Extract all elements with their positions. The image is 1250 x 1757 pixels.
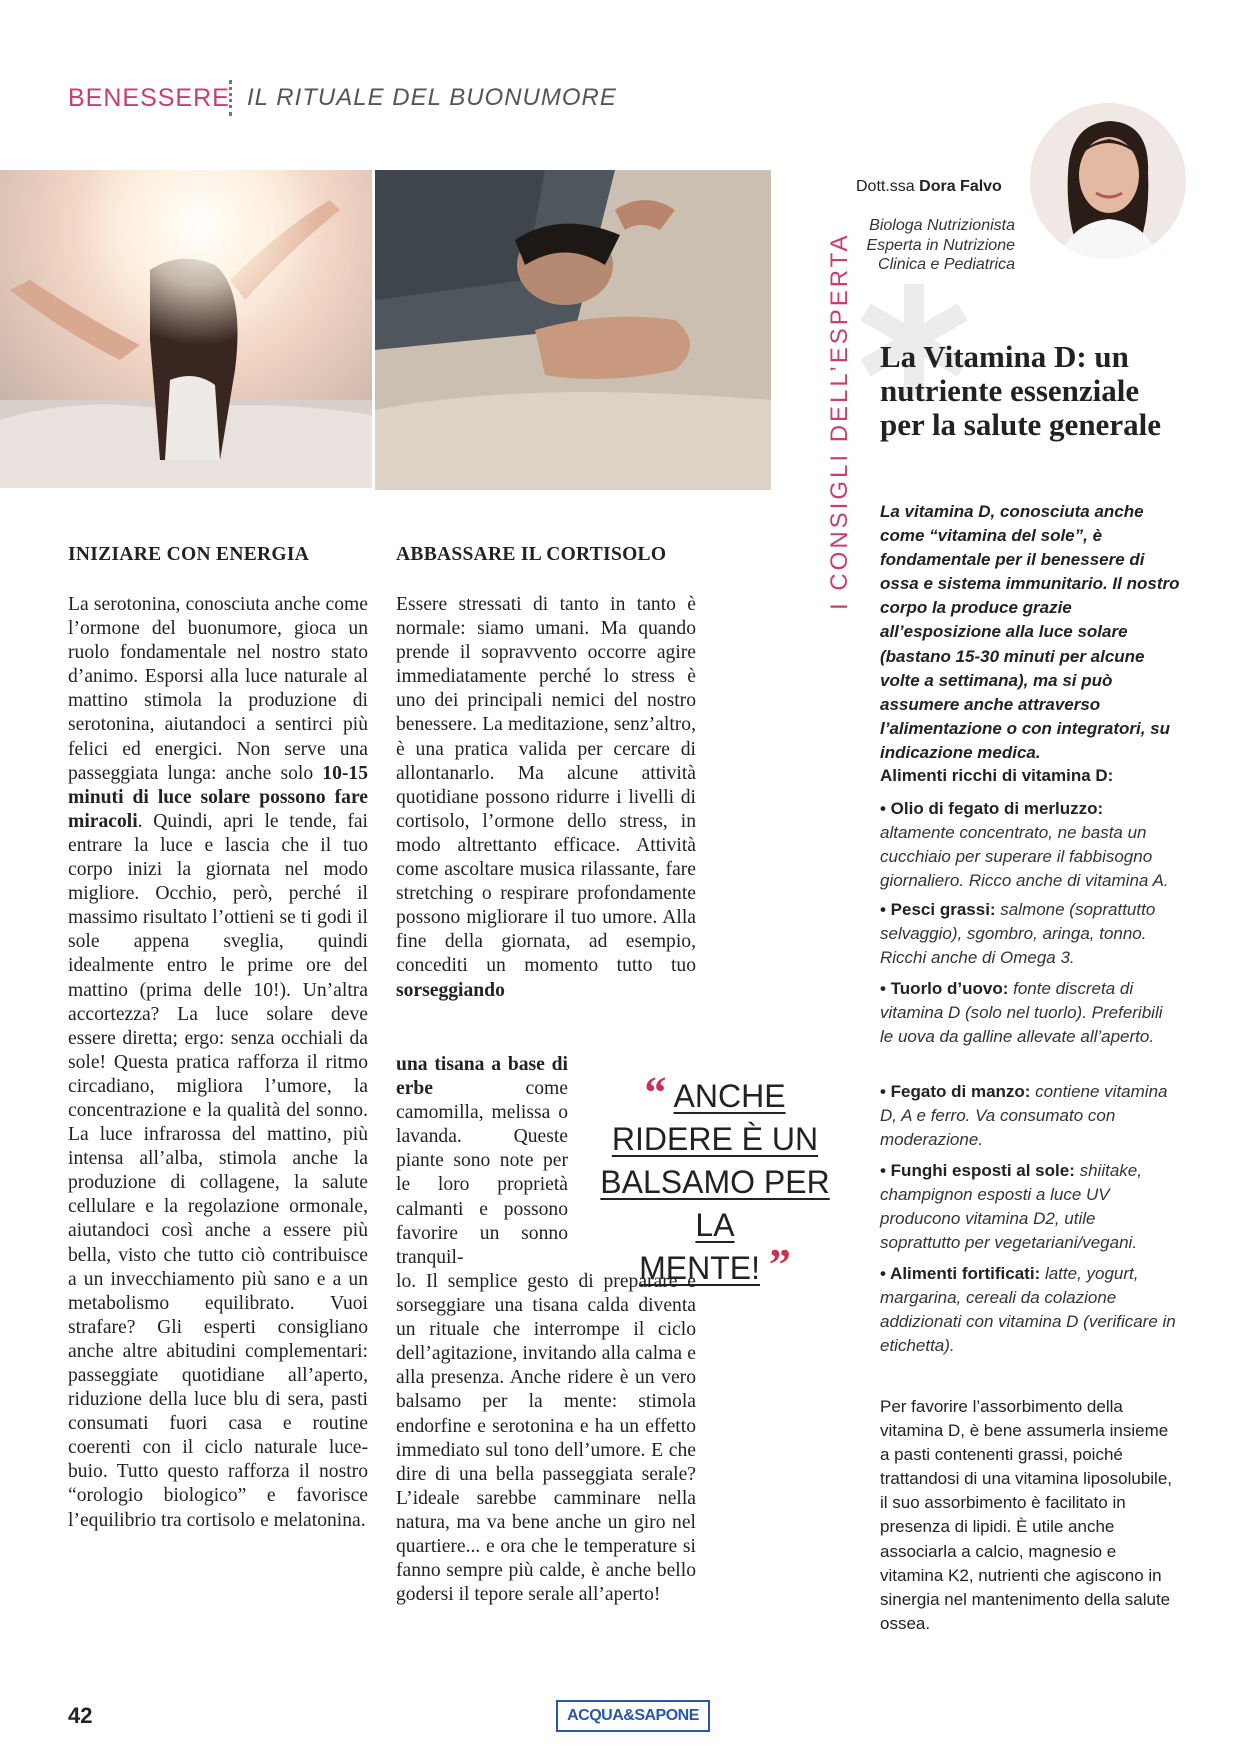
food-name: • Olio di fegato di merluzzo: [880, 799, 1104, 818]
quote-open-mark: “ [644, 1068, 667, 1117]
header-divider [229, 80, 232, 116]
expert-role [780, 216, 1015, 275]
column1-text-end: . Quindi, apri le tende, fai entrare la luce e lascia che il tuo corpo inizi la giornata nel modo migliore. Occhio, però, perché il massimo risultato l’ottieni se ti godi il sole appena sveglia, quindi idealmente entro le prime ore del mattino (prima delle 10!). Un’altra accortezza? La luce solare deve essere diretta; ergo: senza occhiali da sole! Questa pratica rafforza il ritmo circadiano, migliora l’umore, la concentrazione e la qualità del sonno. La luce infrarossa del mattino, più intensa all’alba, stimola anche la produzione di collagene, la salute cellulare e la regolazione ormonale, aiutandoci così anche a essere più bella, visto che tutto ciò contribuisce a un invecchiamento più sano e a un metabolismo equilibrato. Vuoi strafare? Gli esperti consigliano anche altre abitudini complementari: passeggiate quotidiane all’aperto, riduzione della luce blu di sera, pasti consumati fuori casa e routine coerenti con il ciclo naturale luce-buio. Tutto questo rafforza il nostro “orologio biologico” e favorisce l’equilibrio tra cortisolo e melatonina. [68, 810, 368, 1531]
column1-body [68, 593, 368, 1533]
list-item [880, 1159, 1180, 1255]
food-description: fonte discreta di vitamina D (solo nel tuorlo). Preferibili le uova da galline allevate all’aperto. [880, 979, 1163, 1047]
expert-role-line-3: Clinica e Pediatrica [878, 256, 1015, 273]
expert-advice-label: I CONSIGLI DELL’ESPERTA [826, 232, 853, 610]
column1-bold-text: 10-15 minuti di luce solare possono fare miracoli [68, 762, 368, 832]
column2-body-narrow [396, 1053, 568, 1270]
food-description: contiene vitamina D, A e ferro. Va consumato con moderazione. [880, 1082, 1168, 1150]
food-name: • Funghi esposti al sole: [880, 1161, 1075, 1180]
foods-list-title: Alimenti ricchi di vitamina D: [880, 766, 1114, 785]
food-name: • Tuorlo d’uovo: [880, 979, 1009, 998]
expert-name: Dora Falvo [919, 178, 1002, 195]
list-item [880, 1080, 1180, 1152]
list-item [880, 797, 1180, 893]
quote-line-4 [590, 1240, 840, 1290]
brand-logo-text: ACQUA&SAPONE [567, 1707, 699, 1724]
page-title: IL RITUALE DEL BUONUMORE [247, 84, 617, 111]
expert-title-prefix: Dott.ssa [856, 178, 915, 195]
food-name: • Alimenti fortificati: [880, 1264, 1041, 1283]
food-name: • Fegato di manzo: [880, 1082, 1031, 1101]
quote-close-mark: ” [768, 1240, 791, 1289]
column2-bold-text-1: sorseggiando [396, 979, 505, 1001]
quote-line-3 [590, 1161, 840, 1247]
vitamin-title: La Vitamina D: un nutriente essenziale per la salute generale [880, 339, 1161, 442]
page-number: 42 [68, 1703, 93, 1728]
photo-woman-illustration [0, 170, 372, 488]
brand-logo [556, 1700, 710, 1732]
column2-body-top [396, 593, 696, 1003]
photo-person-sleeping [375, 170, 771, 490]
expert-portrait-illustration [1030, 103, 1186, 259]
quote-line-2 [590, 1118, 840, 1161]
section-label: BENESSERE [68, 84, 230, 112]
column1-paragraph [68, 593, 368, 1533]
list-item [880, 1262, 1180, 1358]
column2-text-start: Essere stressati di tanto in tanto è normale: siamo umani. Ma quando prende il sopravvento occorre agire immediatamente perché lo stress è uno dei principali nemici del nostro benessere. La meditazione, senz’altro, è una pratica valida per cercare di allontanarlo. Ma alcune attività quotidiane possono ridurre i livelli di cortisolo, l’ormone dello stress, in modo altrettanto efficace. Attività come ascoltare musica rilassante, fare stretching o respirare profondamente possono migliorare il tuo umore. Alla fine della giornata, ad esempio, concediti un momento tutto tuo [396, 594, 696, 977]
food-description: altamente concentrato, ne basta un cucchiaio per superare il fabbisogno giornaliero. Ricco anche di vitamina A. [880, 823, 1169, 891]
food-description: latte, yogurt, margarina, cereali da colazione addizionati con vitamina D (verificare in etichetta). [880, 1264, 1176, 1356]
expert-name-line [856, 178, 1002, 196]
column2-body-bottom [396, 1270, 696, 1607]
column2-text-mid: come camomilla, melissa o lavanda. Queste piante sono note per le loro proprietà calmanti e possono favorire un sonno tranquil- [396, 1078, 568, 1268]
quote-line-1 [590, 1068, 840, 1118]
vitamin-closing: Per favorire l’assorbimento della vitamina D, è bene assumerla insieme a pasti contenenti grassi, poiché trattandosi di una vitamina liposolubile, il suo assorbimento è facilitato in presenza di lipidi. È utile anche associarla a calcio, magnesio e vitamina K2, nutrienti che agiscono in sinergia nel mantenimento della salute ossea. [880, 1397, 1173, 1633]
food-description: salmone (soprattutto selvaggio), sgombro, aringa, tonno. Ricchi anche di Omega 3. [880, 900, 1156, 968]
photo-woman-morning-sun [0, 170, 372, 488]
quote-text-4: MENTE! [639, 1250, 760, 1286]
expert-role-line-2: Esperta in Nutrizione [866, 236, 1015, 254]
column2-heading: ABBASSARE IL CORTISOLO [396, 544, 667, 565]
quote-text-3: BALSAMO PER LA [600, 1164, 830, 1243]
quote-text-2: RIDERE È UN [611, 1121, 819, 1157]
column2-bold-text-2: una tisana a base di erbe [396, 1054, 568, 1100]
column2-paragraph-top [396, 593, 696, 1003]
expert-role-line-1: Biologa Nutrizionista [869, 217, 1015, 234]
pull-quote [590, 1068, 840, 1290]
list-item [880, 977, 1180, 1049]
column1-text-start: La serotonina, conosciuta anche come l’ormone del buonumore, gioca un ruolo fondamentale nel nostro stato d’animo. Esporsi alla luce naturale al mattino stimola la produzione di serotonina, aiutandoci a sentirci più felici ed energici. Non serve una passeggiata lunga: anche solo [68, 594, 368, 784]
column2-paragraph-narrow [396, 1053, 568, 1270]
photo-sleeping-illustration [375, 170, 771, 490]
expert-portrait [1030, 103, 1186, 259]
food-description: shiitake, champignon esposti a luce UV producono vitamina D2, utile soprattutto per vegetariani/vegani. [880, 1161, 1142, 1253]
column2-paragraph-bottom: lo. Il semplice gesto di preparare e sorseggiare una tisana calda diventa un rituale che interrompe il ciclo dell’agitazione, invitando alla calma e alla presenza. Anche ridere è un vero balsamo per la mente: stimola endorfine e serotonina e ha un effetto immediato sul tono dell’umore. E che dire di una bella passeggiata serale? L’ideale sarebbe camminare nella natura, ma va bene anche un giro nel quartiere... e ora che le temperature si fanno sempre più calde, è anche bello godersi il tepore serale all’aperto! [396, 1271, 696, 1606]
column1-heading: INIZIARE CON ENERGIA [68, 544, 310, 565]
vitamin-intro: La vitamina D, conosciuta anche come “vitamina del sole”, è fondamentale per il benessere di ossa e sistema immunitario. Il nostro corpo la produce grazie all’esposizione alla luce solare (bastano 15-30 minuti per alcune volte a settimana), ma si può assumere anche attraverso l’alimentazione o con integratori, su indicazione medica. [880, 502, 1180, 762]
food-name: • Pesci grassi: [880, 900, 996, 919]
list-item [880, 898, 1180, 970]
quote-text-1: ANCHE [673, 1078, 786, 1114]
